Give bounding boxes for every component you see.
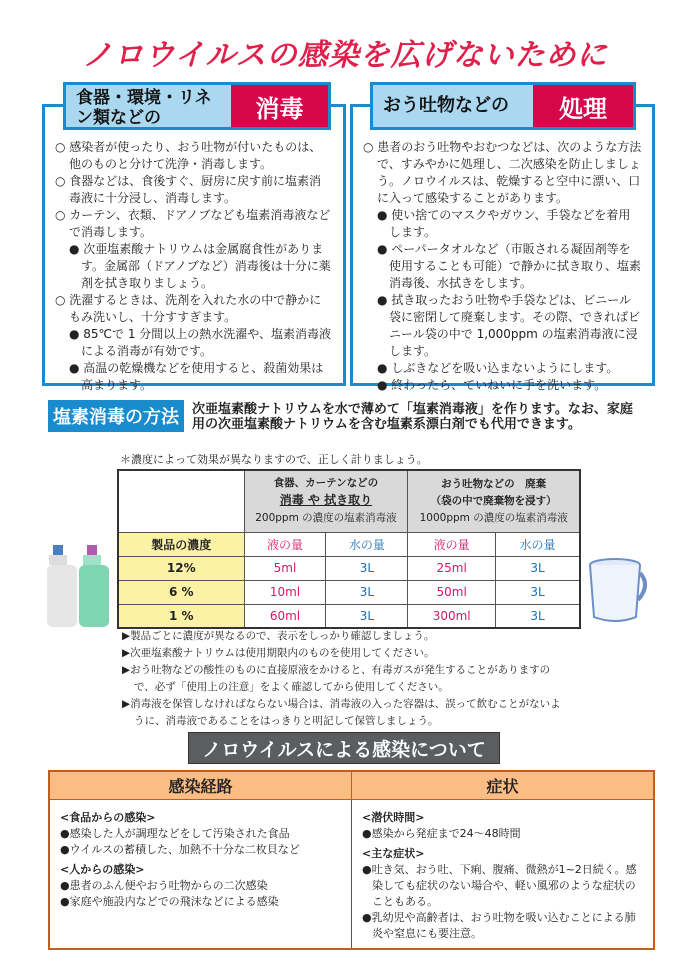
list-item: ● しぶきなどを吸い込まないようにします。 <box>377 361 619 375</box>
method-text: 次亜塩素酸ナトリウムを水で薄めて「塩素消毒液」を作ります。なお、家庭用の次亜塩素酸ナトリウムを含む塩素系漂白剤でも代用できます。 <box>192 402 633 432</box>
infection-table <box>48 770 655 950</box>
list-item: ● 終わったら、ていねいに手を洗います。 <box>377 378 607 392</box>
list-item: ○ 食器などは、食後すぐ、厨房に戻す前に塩素消毒液に十分浸し、消毒します。 <box>55 174 322 205</box>
header-disposal: おう吐物などの 廃棄 （袋の中で廃棄物を浸す） 1000ppm の濃度の塩素消毒液 <box>408 470 580 532</box>
list-item: ○ 患者のおう吐物やおむつなどは、次のような方法で、すみやかに処理し、二次感染を防止しましょう。ノロウイルスは、乾燥すると空中に漂い、口に入って感染することがあります。 <box>363 140 642 205</box>
list-item: ●吐き気、おう吐、下痢、腹痛、微熱が1~2日続く。感染しても症状のない場合や、軽い風邪のような症状のこともある。 <box>362 862 637 908</box>
dilution-table <box>117 469 581 629</box>
list-item: ○ カーテン、衣類、ドアノブなども塩素消毒液などで消毒します。 <box>55 208 331 239</box>
header-disinfection: 食器、カーテンなどの 消毒 や 拭き取り 200ppm の濃度の塩素消毒液 <box>244 470 408 532</box>
list-item: ●感染した人が調理などをして汚染された食品 <box>60 826 290 840</box>
disinfection-list <box>45 139 343 394</box>
route-cell: <食品からの感染> ●感染した人が調理などをして汚染された食品 ●ウイルスの蓄積した、加熱不十分な二枚貝など <人からの感染> ●患者のふん便やおう吐物からの二次感染 ●家庭や施設内などでの飛沫などによる感染 <box>49 799 352 949</box>
vomit-tab <box>370 82 636 130</box>
list-item: ● 次亜塩素酸ナトリウムは金属腐食性があります。金属部（ドアノブなど）消毒後は十分に薬剤を拭き取りましょう。 <box>69 242 331 290</box>
infection-title: ノロウイルスによる感染について <box>188 732 500 764</box>
list-item: ○ 洗濯するときは、洗剤を入れた水の中で静かにもみ洗いし、十分すすぎます。 <box>55 293 322 324</box>
symptom-header: 症状 <box>352 771 655 799</box>
vomit-list <box>353 139 652 394</box>
table-row: 1 % 60ml 3L 300ml 3L <box>118 604 580 628</box>
tab-badge: 消毒 <box>231 85 328 127</box>
list-item: ●乳幼児や高齢者は、おう吐物を吸い込むことによる肺炎や窒息にも要注意。 <box>362 910 636 940</box>
list-item: ● 高温の乾燥機などを使用すると、殺菌効果は高まります。 <box>69 361 324 392</box>
warning-item: ▶消毒液を保管しなければならない場合は、消毒液の入った容器は、誤って飲むことがないように、消毒液であることをはっきりと明記して保管しましょう。 <box>122 698 561 727</box>
page-title: ノロウイルスの感染を広げないために <box>82 38 608 73</box>
tab-label: おう吐物などの <box>383 95 509 116</box>
list-item: ● 使い捨てのマスクやガウン、手袋などを着用します。 <box>377 208 631 239</box>
bleach-bottles-icon <box>45 545 115 630</box>
vomit-panel <box>350 104 655 392</box>
warning-item: ▶次亜塩素酸ナトリウムは使用期限内のものを使用してください。 <box>122 647 435 659</box>
measure-note: ＊濃度によって効果が異なりますので、正しく計りましょう。 <box>120 453 428 466</box>
disinfection-tab <box>63 82 331 130</box>
table-row: 6 % 10ml 3L 50ml 3L <box>118 580 580 604</box>
col-liquid: 液の量 <box>244 532 326 556</box>
col-water: 水の量 <box>326 532 408 556</box>
warning-item: ▶製品ごとに濃度が異なるので、表示をしっかり確認しましょう。 <box>122 630 435 642</box>
list-item: ●感染から発症まで24～48時間 <box>362 826 521 840</box>
tab-label: 食器・環境・リネン類などの <box>76 88 212 128</box>
method-label: 塩素消毒の方法 <box>48 400 184 432</box>
table-row: 12% 5ml 3L 25ml 3L <box>118 556 580 580</box>
col-water: 水の量 <box>496 532 581 556</box>
warnings <box>122 628 562 730</box>
list-item: ● 85℃で 1 分間以上の熱水洗濯や、塩素消毒液による消毒が有効です。 <box>69 327 332 358</box>
list-item: ●家庭や施設内などでの飛沫などによる感染 <box>60 894 279 908</box>
symptom-cell: <潜伏時間> ●感染から発症まで24～48時間 <主な症状> ●吐き気、おう吐、下痢、腹痛、微熱が1~2日続く。感染しても症状のない場合や、軽い風邪のような症状のこともある。 ●乳幼児や高齢者は、おう吐物を吸い込むことによる肺炎や窒息にも要注意。 <box>352 799 655 949</box>
row-header: 製品の濃度 <box>118 532 244 556</box>
list-item: ●患者のふん便やおう吐物からの二次感染 <box>60 878 268 892</box>
list-item: ●ウイルスの蓄積した、加熱不十分な二枚貝など <box>60 842 300 856</box>
disinfection-panel <box>42 104 346 392</box>
warning-item: ▶おう吐物などの酸性のものに直接原液をかけると、有毒ガスが発生することがありますので、必ず「使用上の注意」をよく確認してから使用してください。 <box>122 664 551 693</box>
tab-badge: 処理 <box>533 85 633 127</box>
list-item: ○ 感染者が使ったり、おう吐物が付いたものは、他のものと分けて洗浄・消毒します。 <box>55 140 322 171</box>
col-liquid: 液の量 <box>408 532 496 556</box>
list-item: ● ペーパータオルなど（市販される凝固剤等を使用することも可能）で静かに拭き取り、塩素消毒後、水拭きをします。 <box>377 242 642 290</box>
route-header: 感染経路 <box>49 771 352 799</box>
measuring-cup-icon <box>585 555 650 625</box>
list-item: ● 拭き取ったおう吐物や手袋などは、ビニール袋に密閉して廃棄します。その際、できればビニール袋の中で 1,000ppm の塩素消毒液に浸します。 <box>377 293 641 358</box>
